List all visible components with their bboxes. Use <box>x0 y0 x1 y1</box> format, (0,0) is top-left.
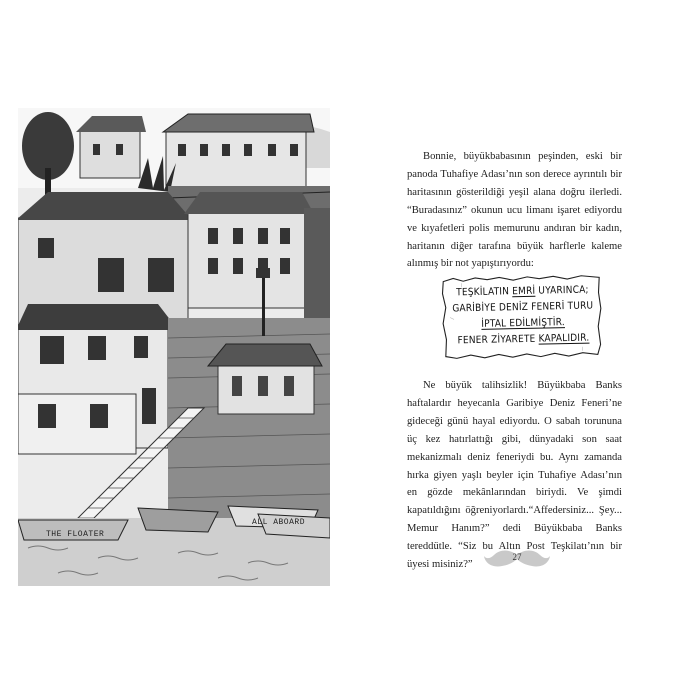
page-number: 27 <box>512 552 522 562</box>
boat-label-all-aboard: ALL ABOARD <box>252 518 306 527</box>
paragraph-2 <box>407 377 622 574</box>
note-line-1-start: TEŞKİLATIN <box>456 286 513 299</box>
pasted-note <box>441 274 603 359</box>
note-text <box>447 282 598 349</box>
paragraph-2-text: Ne büyük talihsizlik! Büyükbaba Banks haftalardır heyecanla Garibiye Deniz Feneri’ne gideceği günü hayal ediyordu. O sabah torununa üç kez hatırlattığı gibi, dünyadaki son saat mekanizmalı deniz feneriydi bu. Aynı zamanda hırka giyen yaşlı beyler için Tuhafiye Adası’nın en gözde mekânlarından biriydi. Ve şimdi kapatıldığını öğreniyorlardı.“Affedersiniz... Şey... Memur Hanım?” dedi Büyükbaba Banks tereddütle. “Siz bu Altın Post Teşkilatı’nın bir üyesi misiniz?” <box>407 380 622 571</box>
illustration-drawing <box>18 108 330 586</box>
harbour-town-illustration <box>18 108 330 586</box>
note-line-1-end: UYARINCA; <box>535 284 589 297</box>
note-line-4 <box>448 330 598 349</box>
page-number-ornament <box>482 547 552 571</box>
note-word-kapalidir: KAPALIDIR. <box>538 332 590 345</box>
boat-label-floater: THE FLOATER <box>46 530 105 539</box>
paragraph-1 <box>407 148 622 273</box>
paragraph-1-text: Bonnie, büyükbabasının peşinden, eski bir panoda Tuhafiye Adası’nın son derece ayrıntılı bir haritasının gösterildiği yeşil alana doğru ilerledi. “Buradasınız” okunun ucu limanı işaret ediyordu ve kıyafetleri polis memurunu andıran bir kadın, haritanın diğer tarafına büyük harflerle kaleme alınmış bir not yapıştırıyordu: <box>407 151 622 270</box>
note-word-emri: EMRİ <box>512 285 536 298</box>
note-line-4-start: FENER ZİYARETE <box>457 333 539 347</box>
note-line-3: İPTAL EDİLMİŞTİR. <box>481 317 565 330</box>
note-line-2: GARİBİYE DENİZ FENERİ TURU <box>452 300 594 315</box>
